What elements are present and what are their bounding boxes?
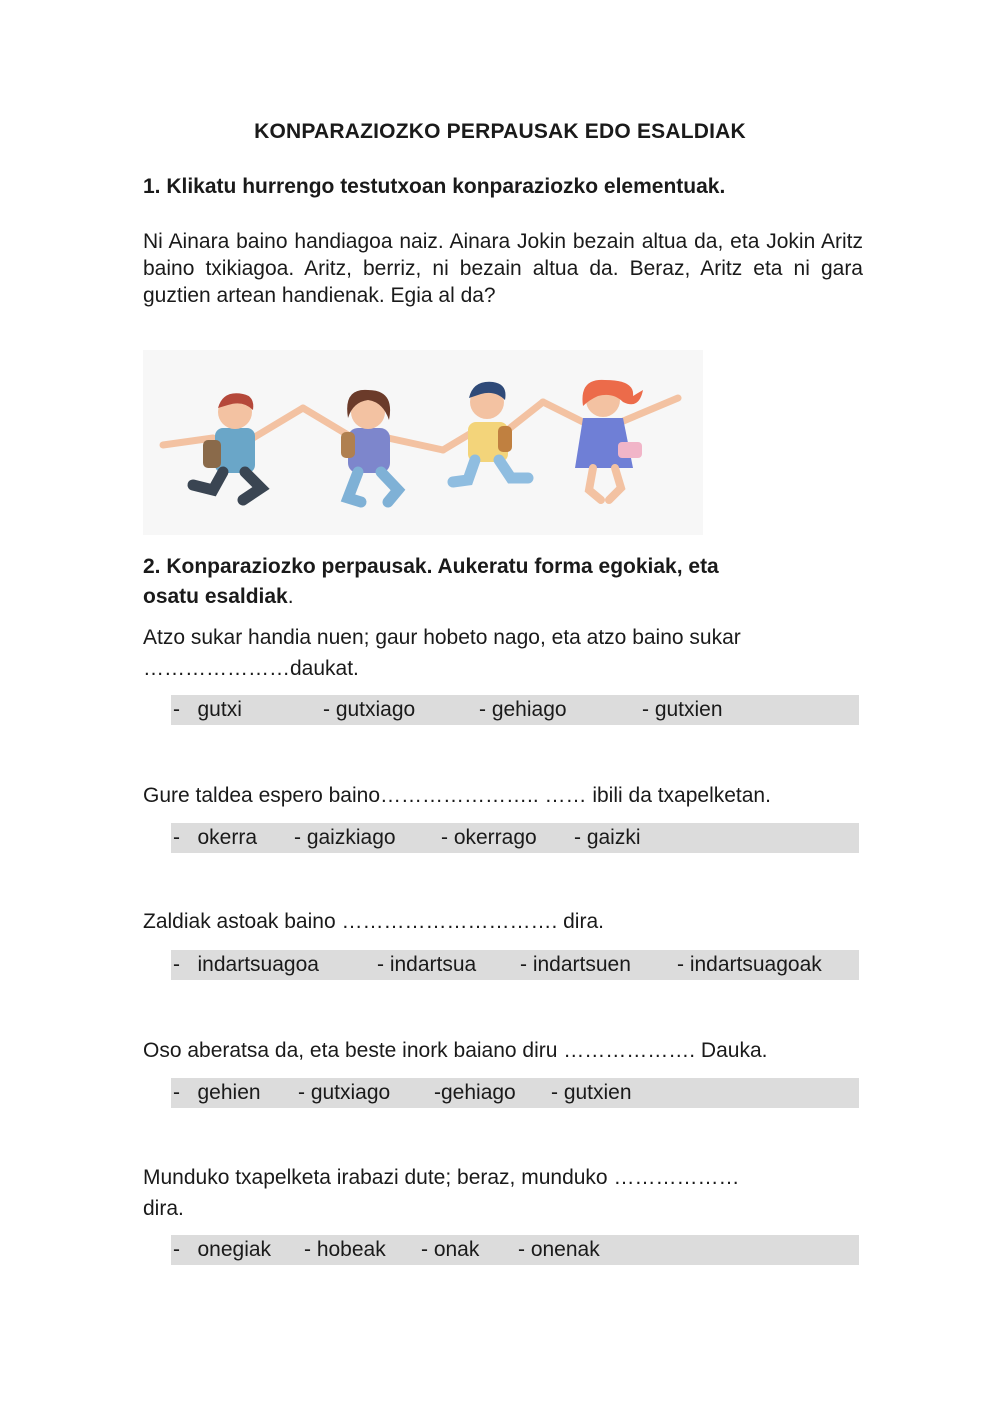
exercise-5-line2: dira. [143, 1197, 184, 1220]
exercise-2-option-1[interactable]: - okerra [173, 826, 258, 849]
exercise-2-options [171, 823, 859, 853]
exercise-3-option-2[interactable]: - indartsua [377, 953, 477, 976]
exercise-4-option-2[interactable]: - gutxiago [298, 1081, 391, 1104]
exercise-5-option-3[interactable]: - onak [421, 1238, 480, 1261]
exercise-1-line1: Atzo sukar handia nuen; gaur hobeto nago, eta atzo baino sukar [143, 626, 741, 649]
exercise-5-sentence [143, 1162, 863, 1224]
exercise-3-option-4[interactable]: - indartsuagoak [677, 953, 822, 976]
exercise-2-line1: Gure taldea espero baino………………….. …… ibili da txapelketan. [143, 784, 771, 807]
exercise-4-sentence [143, 1035, 863, 1066]
kids-illustration [143, 350, 703, 535]
exercise-2-option-4[interactable]: - gaizki [574, 826, 641, 849]
section2-heading-period: . [287, 585, 294, 608]
section2-heading [143, 552, 863, 612]
exercise-4-options [171, 1078, 859, 1108]
exercise-1-sentence [143, 622, 863, 684]
exercise-4-option-4[interactable]: - gutxien [551, 1081, 632, 1104]
exercise-1-options [171, 695, 859, 725]
exercise-2-option-2[interactable]: - gaizkiago [294, 826, 396, 849]
section1-text[interactable]: Ni Ainara baino handiagoa naiz. Ainara Jokin bezain altua da, eta Jokin Aritz baino txikiagoa. Aritz, berriz, ni bezain altua da. Beraz, Aritz eta ni gara guztien artean handienak. Egia al da? [143, 230, 863, 307]
page-title: KONPARAZIOZKO PERPAUSAK EDO ESALDIAK [254, 120, 746, 143]
section2-heading-line1: 2. Konparaziozko perpausak. Aukeratu forma egokiak, eta [143, 555, 719, 578]
exercise-2-sentence [143, 780, 863, 811]
exercise-2-option-3[interactable]: - okerrago [441, 826, 537, 849]
exercise-3-sentence [143, 906, 863, 937]
exercise-5-option-2[interactable]: - hobeak [304, 1238, 386, 1261]
exercise-5-line1: Munduko txapelketa irabazi dute; beraz, munduko ……………… [143, 1166, 740, 1189]
exercise-4-line1: Oso aberatsa da, eta beste inork baiano diru ………………. Dauka. [143, 1039, 768, 1062]
section2-heading-line2-text: osatu esaldiak [143, 585, 288, 608]
exercise-3-option-1[interactable]: - indartsuagoa [173, 953, 319, 976]
exercise-5-option-4[interactable]: - onenak [518, 1238, 600, 1261]
exercise-4-option-3[interactable]: -gehiago [434, 1081, 516, 1104]
exercise-1-option-1[interactable]: - gutxi [173, 698, 242, 721]
exercise-5-option-1[interactable]: - onegiak [173, 1238, 272, 1261]
section2-heading-line2 [143, 582, 863, 612]
exercise-1-option-4[interactable]: - gutxien [642, 698, 723, 721]
section1-heading: 1. Klikatu hurrengo testutxoan konparaziozko elementuak. [143, 175, 726, 198]
exercise-3-line1: Zaldiak astoak baino …………………………. dira. [143, 910, 604, 933]
exercise-3-option-3[interactable]: - indartsuen [520, 953, 631, 976]
exercise-3-options [171, 950, 859, 980]
exercise-5-options [171, 1235, 859, 1265]
exercise-1-option-3[interactable]: - gehiago [479, 698, 567, 721]
exercise-1-option-2[interactable]: - gutxiago [323, 698, 416, 721]
exercise-4-option-1[interactable]: - gehien [173, 1081, 261, 1104]
exercise-1-line2: …………………daukat. [143, 657, 359, 680]
